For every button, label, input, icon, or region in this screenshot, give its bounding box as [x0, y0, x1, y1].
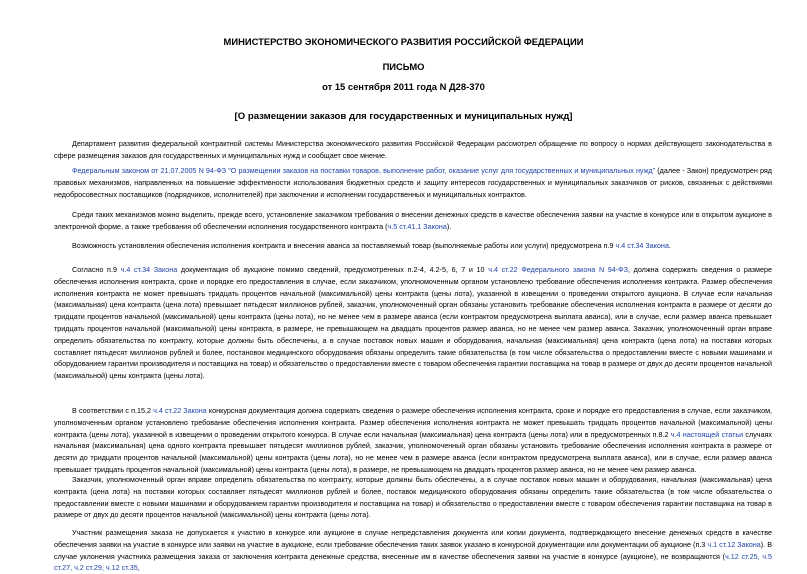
paragraph-text: , [137, 563, 140, 573]
paragraph-participant [54, 527, 772, 574]
paragraph-contest [54, 405, 772, 476]
paragraph-text: Департамент развития федеральной контрактной системы Министерства экономического развития Российской Федерации рассмотрел обращение по вопросу о нормах действующего законодательства в сфере размещения заказов для государственных и муниципальных нужд и сообщает свое мнение. [54, 139, 772, 160]
article-link[interactable]: ч.4 ст.34 Закона [615, 241, 669, 250]
article-link[interactable]: ч.12 ст.25, ч.5 ст.27, ч.2 ст.29, ч.12 ст.35 [54, 551, 772, 573]
article-link[interactable]: ч.1 ст.12 Закона [707, 539, 761, 549]
paragraph-text: В соответствии с п.15.2 [72, 406, 154, 415]
paragraph-law [54, 165, 772, 200]
paragraph-obligations [54, 474, 772, 521]
paragraph-text: конкурсная документация должна содержать сведения о размере обеспечения исполнения контракта, сроке и порядке его предоставления в случае, если заказчиком, уполномоченным органом установлено требование обеспечения исполнения контракта. Размер обеспечения исполнения контракта не может превышать тридцать процентов начальной (максимальной) цены контракта (цены лота), указанной в извещении о проведении открытого конкурса. В случае если начальная (максимальная) цена контракта (цены лота) или в предусмотренных п.8.2 [54, 406, 773, 439]
paragraph-text: ). [446, 221, 452, 231]
paragraph-mechanisms [54, 209, 772, 233]
paragraph-text: Участник размещения заказа не допускается к участию в конкурсе или аукционе в случае непредставления документа или копии документа, подтверждающего внесение денежных средств в качестве обеспечения заявки на участие в конкурсе или заявки на участие в аукционе, если требование обеспечения таких заявок указано в конкурсной документации или документации об аукционе (п.3 [54, 528, 772, 549]
article-link[interactable]: ч.4 ст.22 Закона [153, 406, 207, 415]
paragraph-text: Согласно п.9 [72, 265, 121, 274]
article-link[interactable]: ч.4 ст.22 Федерального закона N 94-ФЗ [488, 265, 628, 274]
paragraph-text: документация об аукционе помимо сведений, предусмотренных п.2-4, 4.2-5, 6, 7 и 10 [177, 265, 489, 274]
paragraph-text: Среди таких механизмов можно выделить, прежде всего, установление заказчиком требования о внесении денежных средств в качестве обеспечения заявки на участие в конкурсе или в открытом аукционе в электронной форме, а также требования об обеспечении исполнения государственного контракта ( [54, 210, 772, 231]
document-subject: [О размещении заказов для государственных и муниципальных нужд] [234, 111, 573, 122]
paragraph-auction [54, 264, 772, 382]
paragraph-intro [54, 138, 772, 162]
article-link[interactable]: ч.4 настоящей статьи [670, 429, 744, 439]
paragraph-text: , должна содержать сведения о размере обеспечения исполнения контракта, сроке и порядке его предоставления в случае, если заказчиком, уполномоченным органом установлено требование обеспечения исполнения контракта. Размер обеспечения исполнения контракта не может превышать тридцать процентов начальной (максимальной) цены контракта (цены лота), указанной в извещении о проведении открытого аукциона. В случае если начальная (максимальная) цена контракта (цена лота) превышает пятьдесят миллионов рублей, заказчик, уполномоченный орган обязаны установить требование обеспечения исполнения контракта в размере от десяти до тридцати процентов начальной (максимальной) цены контракта (цены лота), но не менее чем в размере аванса (если контрактом предусмотрена выплата аванса), или в случае, если размер аванса превышает тридцать процентов начальной (максимальной) цены контракта, в размере, не превышающем на двадцать процентов размер аванса, но не менее чем размер аванса. Заказчик, уполномоченный орган вправе определить обязательства по контракту, которые должны быть обеспечены, а в случае поставок новых машин и оборудования, начальная (максимальная) цена контракта (цена лота) на поставки которых составляет пятьдесят миллионов рублей и более, постановок медицинского оборудования обязаны определить такие обязательства (в том числе обязательства о предоставлении вместе с новыми машинами и оборудованием гарантии производителя и поставщика на товар) и обязательство о предоставлении вместе с товаром обеспечения гарантии поставщика на товар в размере от двух до десяти процентов начальной (максимальной) цены контракта (цены лота). [54, 265, 773, 381]
paragraph-text: Заказчик, уполномоченный орган вправе определить обязательства по контракту, которые должны быть обеспечены, а в случае поставок новых машин и оборудования, начальная (максимальная) цена контракта (цена лота) на поставки которых составляет пятьдесят миллионов рублей и более, поставок медицинского оборудования обязаны определить такие обязательства (в том числе обязательства о предоставлении вместе с новыми машинами и оборудованием гарантии производителя и поставщика на товар) и обязательство о предоставлении вместе с товаром обеспечения гарантии поставщика на товар в размере от двух до десяти процентов начальной (максимальной) цены контракта (цены лота). [54, 475, 772, 520]
paragraph-text: случаях начальная (максимальная) цена одного контракта превышает пятьдесят миллионов рублей, заказчик, уполномоченный орган обязаны установить требование обеспечения исполнения контракта в размере от десяти до тридцати процентов начальной (максимальной) цены контракта (цены лота), но не менее чем в размере аванса (если контрактом предусмотрена выплата аванса), или в случае, если размер аванса превышает тридцать процентов начальной (максимальной) цены контракта (цены лота), в размере, не превышающем на двадцать процентов размер аванса, но не менее чем размер аванса. [54, 429, 773, 474]
paragraph-text: Возможность установления обеспечения исполнения контракта и внесения аванса за поставляемый товар (выполняемые работы или услуги) предусмотрена п.9 [72, 241, 616, 250]
paragraph-text: . [668, 241, 671, 250]
ministry-title: МИНИСТЕРСТВО ЭКОНОМИЧЕСКОГО РАЗВИТИЯ РОССИЙСКОЙ ФЕДЕРАЦИИ [223, 36, 584, 47]
document-type: ПИСЬМО [382, 61, 425, 72]
paragraph-text: ). В случае уклонения участника размещения заказа от заключения контракта денежные средства, внесенные им в качестве обеспечения заявки на участие в конкурсе (аукционе), не возвращаются ( [54, 539, 772, 561]
paragraph-text: (далее - Закон) предусмотрен ряд правовых механизмов, направленных на повышение эффективности использования бюджетных средств и защиту интересов государственных и муниципальных заказчиков от рисков, связанных с действиями недобросовестных поставщиков (подрядчиков, исполнителей) при заключении и исполнении государственных и муниципальных контрактов. [54, 166, 772, 199]
article-link[interactable]: ч.5 ст.41.1 Закона [387, 221, 447, 231]
paragraph-possibility [54, 240, 772, 252]
law-link[interactable]: Федеральным законом от 21.07.2005 N 94-ФЗ "О размещении заказов на поставки товаров, выполнение работ, оказание услуг для государственных и муниципальных нужд" [72, 166, 656, 175]
document-date: от 15 сентября 2011 года N Д28-370 [322, 81, 485, 92]
article-link[interactable]: ч.4 ст.34 Закона [120, 265, 178, 274]
